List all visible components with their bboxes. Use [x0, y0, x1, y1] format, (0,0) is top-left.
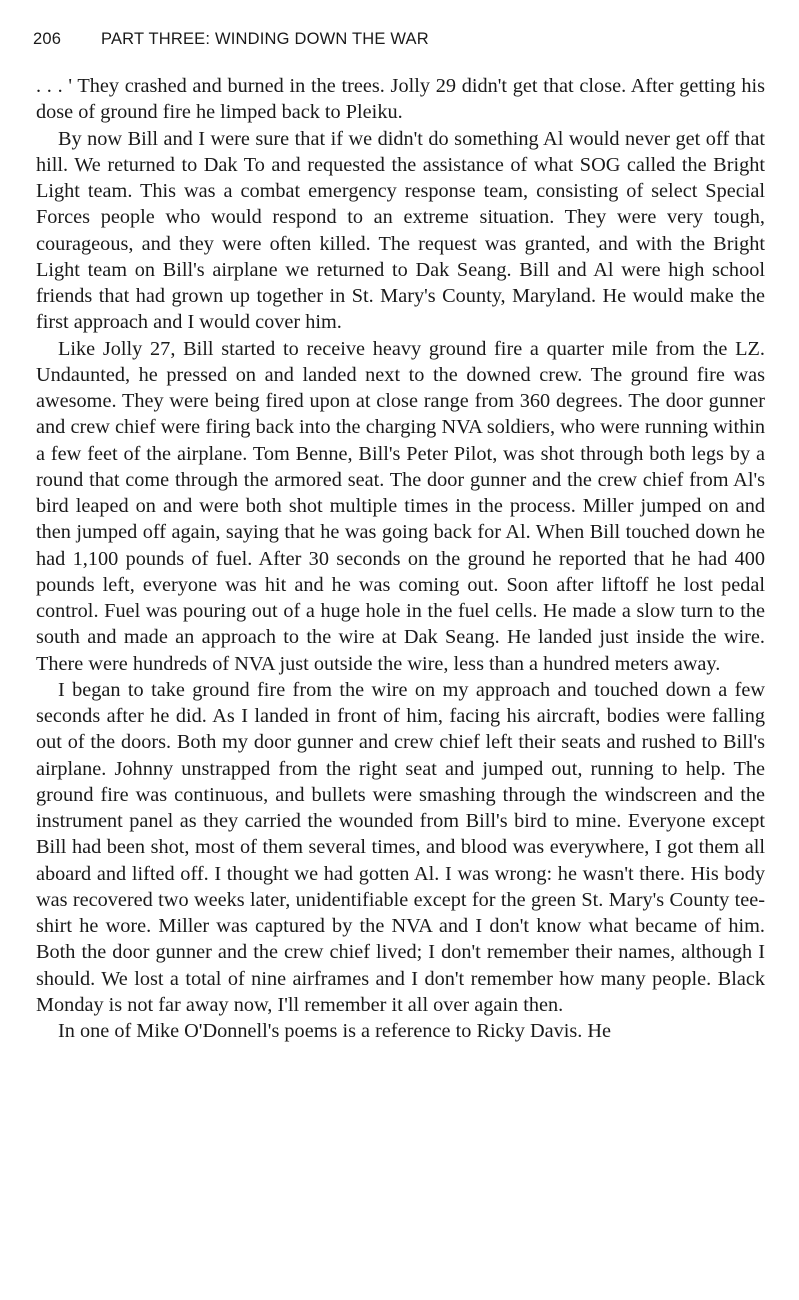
paragraph-continuation: . . . ' They crashed and burned in the trees. Jolly 29 didn't get that close. After getting his dose of ground fire he limped back to Pleiku.: [36, 75, 765, 124]
body-text: [36, 73, 765, 1044]
paragraph-rescue-landing: I began to take ground fire from the wire on my approach and touched down a few seconds after he did. As I landed in front of him, facing his aircraft, bodies were falling out of the doors. Both my door gunner and crew chief left their seats and rushed to Bill's airplane. Johnny unstrapped from the right seat and jumped out, running to help. The ground fire was continuous, and bullets were smashing through the windscreen and the instrument panel as they carried the wounded from Bill's bird to mine. Everyone except Bill had been shot, most of them several times, and blood was everywhere, I got them all aboard and lifted off. I thought we had gotten Al. I was wrong: he wasn't there. His body was recovered two weeks later, unidentifiable except for the green St. Mary's County tee-shirt he wore. Miller was captured by the NVA and I don't know what became of him. Both the door gunner and the crew chief lived; I don't remember their names, although I should. We lost a total of nine airframes and I don't remember how many people. Black Monday is not far away now, I'll remember it all over again then.: [36, 678, 765, 1016]
running-title: PART THREE: WINDING DOWN THE WAR: [101, 30, 429, 48]
paragraph-bill-approach: Like Jolly 27, Bill started to receive heavy ground fire a quarter mile from the LZ. Undaunted, he pressed on and landed next to the downed crew. The ground fire was awesome. They were being fired upon at close range from 360 degrees. The door gunner and crew chief were firing back into the charging NVA soldiers, who were running within a few feet of the airplane. Tom Benne, Bill's Peter Pilot, was shot through both legs by a round that come through the armored seat. The door gunner and the crew chief from Al's bird leaped on and were both shot multiple times in the process. Miller jumped on and then jumped off again, saying that he was going back for Al. When Bill touched down he had 1,100 pounds of fuel. After 30 seconds on the ground he reported that he had 400 pounds left, everyone was hit and he was coming out. Soon after liftoff he lost pedal control. Fuel was pouring out of a huge hole in the fuel cells. He made a slow turn to the south and made an approach to the wire at Dak Seang. He landed just inside the wire. There were hundreds of NVA just outside the wire, less than a hundred meters away.: [36, 337, 765, 675]
page-number: 206: [33, 30, 62, 48]
paragraph-ricky-davis: In one of Mike O'Donnell's poems is a reference to Ricky Davis. He: [58, 1020, 612, 1042]
paragraph-bright-light-request: By now Bill and I were sure that if we didn't do something Al would never get off that hill. We returned to Dak To and requested the assistance of what SOG called the Bright Light team. This was a combat emergency response team, consisting of select Special Forces people who would respond to an extreme situation. They were very tough, courageous, and they were often killed. The request was granted, and with the Bright Light team on Bill's airplane we returned to Dak Seang. Bill and Al were high school friends that had grown up together in St. Mary's County, Maryland. He would make the first approach and I would cover him.: [36, 127, 765, 334]
running-head: [33, 30, 429, 49]
